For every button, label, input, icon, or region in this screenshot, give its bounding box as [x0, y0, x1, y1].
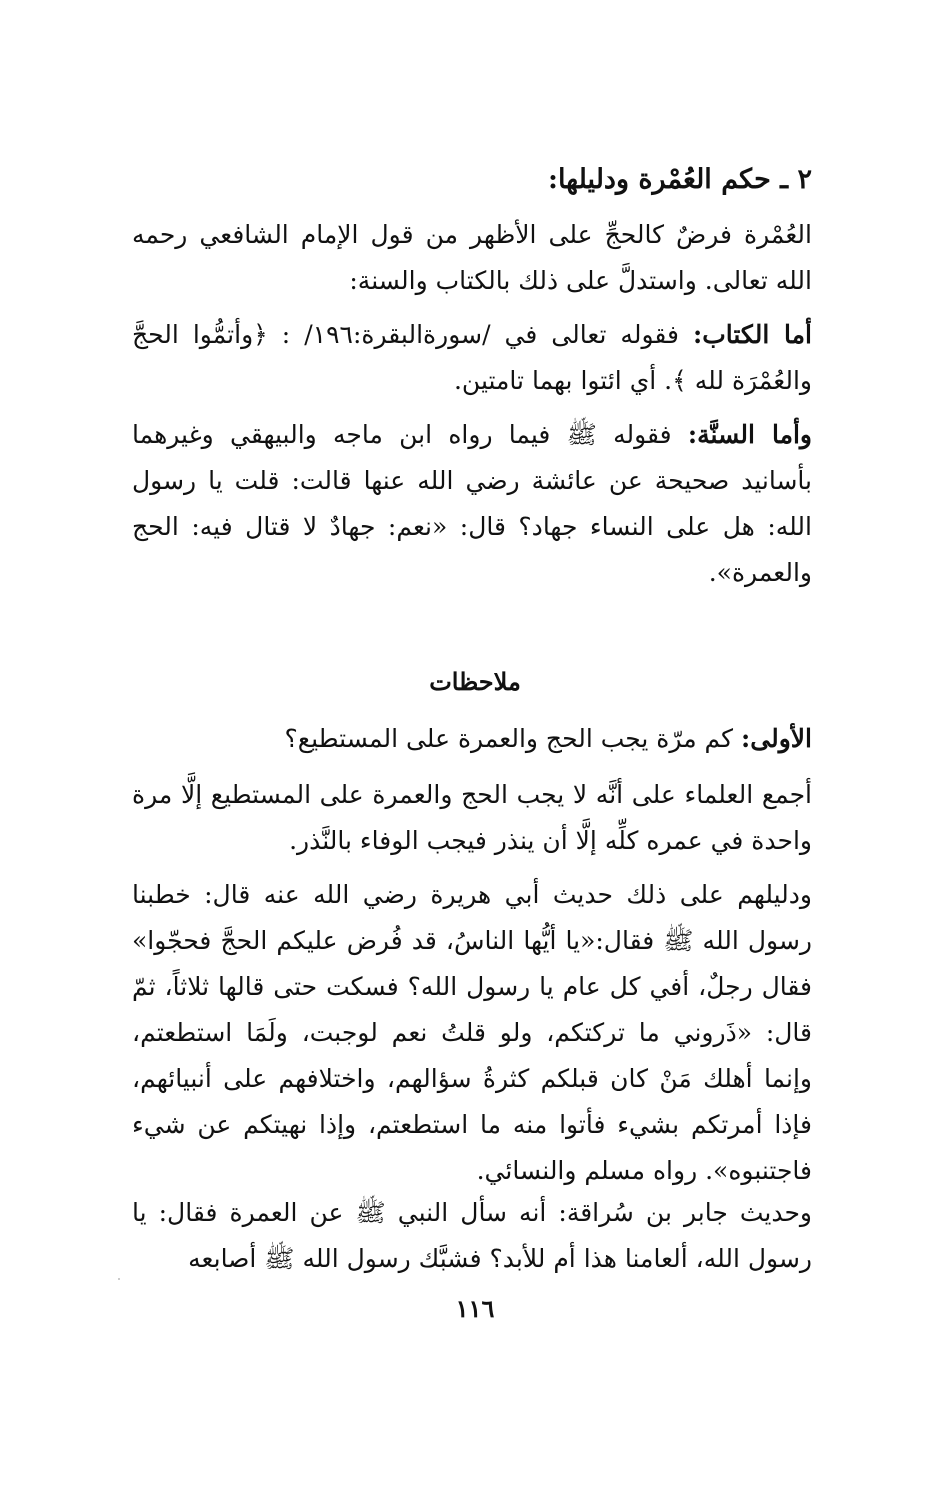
paragraph-scholars-consensus: أجمع العلماء على أنَّه لا يجب الحج والعمرة على المستطيع إلَّا مرة واحدة في عمره كلِّه إلَّا أن ينذر فيجب الوفاء بالنَّذر. — [132, 780, 812, 855]
paragraph-quran-evidence — [132, 312, 812, 404]
note-first-text: كم مرّة يجب الحج والعمرة على المستطيع؟ — [284, 724, 742, 753]
notes-heading: ملاحظات — [429, 667, 521, 696]
quran-evidence-text: فقوله تعالى في /سورةالبقرة:١٩٦/ : ﴿وأتمُّوا الحجَّ والعُمْرَة لله ﴾. أي ائتوا بهما تامتين. — [132, 320, 812, 395]
sunnah-evidence-label: وأما السنَّة: — [687, 420, 812, 449]
paragraph-umrah-ruling: العُمْرة فرضٌ كالحجِّ على الأظهر من قول الإمام الشافعي رحمه الله تعالى. واستدلَّ على ذلك بالكتاب والسنة: — [132, 220, 812, 295]
note-first-label: الأولى: — [741, 724, 812, 753]
paragraph-abu-hurayra-hadith: ودليلهم على ذلك حديث أبي هريرة رضي الله عنه قال: خطبنا رسول الله ﷺ فقال:«يا أيُّها الناسُ، قد فُرض عليكم الحجَّ فحجّوا» فقال رجلٌ، أفي كل عام يا رسول الله؟ فسكت حتى قالها ثلاثاً، ثمّ قال: «ذَروني ما تركتكم، ولو قلتُ نعم لوجبت، ولَمَا استطعتم، وإنما أهلك مَنْ كان قبلكم كثرةُ سؤالهم، واختلافهم على أنبيائهم، فإذا أمرتكم بشيء فأتوا منه ما استطعتم، وإذا نهيتكم عن شيء فاجتنبوه». رواه مسلم والنسائي. — [132, 880, 812, 1185]
note-first-question — [132, 716, 812, 762]
quran-evidence-label: أما الكتاب: — [692, 320, 812, 349]
sunnah-evidence-text: فقوله ﷺ فيما رواه ابن ماجه والبيهقي وغيرهما بأسانيد صحيحة عن عائشة رضي الله عنها قالت: قلت يا رسول الله: هل على النساء جهاد؟ قال: «نعم: جهادٌ لا قتال فيه: الحج والعمرة». — [132, 420, 812, 587]
scan-mark — [118, 1278, 120, 1280]
page-number: ١١٦ — [455, 1294, 495, 1323]
paragraph-jabir-hadith: وحديث جابر بن سُراقة: أنه سأل النبي ﷺ عن العمرة فقال: يا رسول الله، ألعامنا هذا أم للأبد؟ فشبَّك رسول الله ﷺ أصابعه — [132, 1198, 812, 1273]
section-heading: ٢ ـ حكم العُمْرة ودليلها: — [547, 164, 812, 195]
paragraph-sunnah-evidence — [132, 412, 812, 596]
